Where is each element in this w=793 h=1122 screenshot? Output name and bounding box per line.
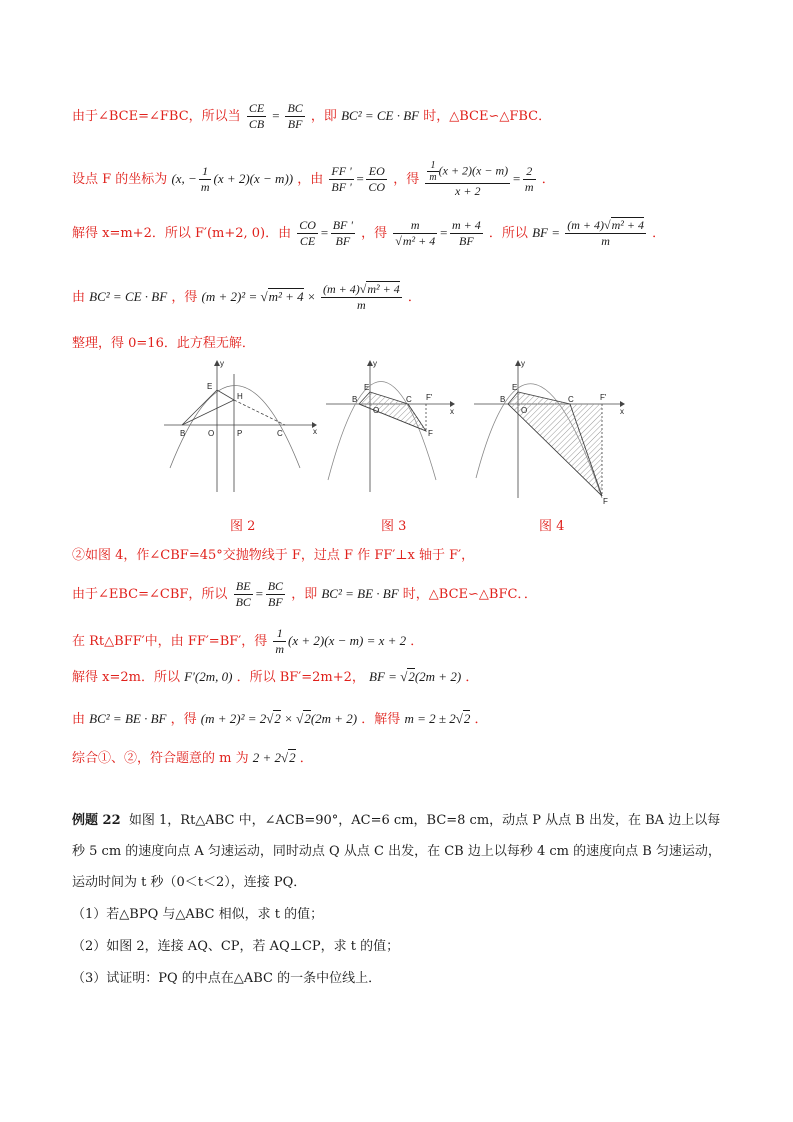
- figure-3: [322, 358, 462, 498]
- math-bc2: BC² = CE · BF: [341, 108, 420, 123]
- fraction-co-ce: $\frac{CO}{CE}$: [299, 218, 316, 248]
- solution-line-2: 设点 F 的坐标为 (x, − $\frac{1}{m}$ (x + 2)(x − m)) ，由 $\frac{FF '}{BF '}$ = $\frac{EO}{CO}$ ，得 $\frac{1}{m}$ (x + 2)(x − m) x + 2 = $\frac{2}{m}$ ．: [72, 160, 555, 198]
- svg-text:y: y: [521, 359, 525, 368]
- figure-4: [470, 358, 630, 508]
- question-1: （1）若△BPQ 与△ABC 相似，求 t 的值；: [72, 907, 324, 922]
- svg-text:B: B: [352, 395, 358, 404]
- svg-text:E: E: [207, 382, 213, 391]
- svg-text:F: F: [603, 497, 608, 506]
- fraction-2-m: $\frac{2}{m}$: [524, 164, 534, 194]
- svg-text:E: E: [364, 383, 370, 392]
- solution-line-3: 解得 x=m+2．所以 F′(m+2, 0)．由 $\frac{CO}{CE}$ = $\frac{BF '}{BF}$ ，得 $\frac{m}{\text{√m² + 4}}$ = $\frac{m + 4}{BF}$ ．所以 BF = $\frac{\text{(m + 4)√m² + 4}}{m}$ ．: [72, 218, 666, 248]
- svg-text:x: x: [313, 427, 317, 436]
- solution-line-9: 解得 x=2m．所以 F′(2m, 0) ．所以 BF′=2m+2， BF = √2(2m + 2) ．: [72, 669, 479, 685]
- svg-text:B: B: [500, 395, 506, 404]
- svg-text:F: F: [428, 429, 433, 438]
- solution-line-4: 由 BC² = CE · BF ，得 (m + 2)² = √m² + 4 × $\frac{\text{(m + 4)√m² + 4}}{m}$ ．: [72, 282, 421, 312]
- svg-text:y: y: [373, 359, 377, 368]
- example-paragraph-line-3: 运动时间为 t 秒（0＜t＜2），连接 PQ．: [72, 875, 307, 890]
- fraction-bf-bf: $\frac{BF '}{BF}$: [332, 218, 353, 248]
- solution-line-6: ②如图 4，作∠CBF=45°交抛物线于 F，过点 F 作 FF′⊥x 轴于 F′，: [72, 548, 475, 563]
- fraction-be-bc: $\frac{BE}{BC}$: [235, 579, 251, 609]
- svg-text:O: O: [373, 406, 380, 415]
- question-2: （2）如图 2，连接 AQ、CP，若 AQ⊥CP，求 t 的值；: [72, 939, 400, 954]
- svg-text:E: E: [512, 383, 518, 392]
- svg-text:H: H: [237, 392, 243, 401]
- fraction-1-m-2: $\frac{1}{m}$: [275, 626, 285, 656]
- figure-2: [160, 358, 320, 498]
- solution-line-11: 综合①、②，符合题意的 m 为 2 + 2√2 ．: [72, 750, 313, 766]
- fraction-bc-bf-2: $\frac{BC}{BF}$: [267, 579, 284, 609]
- fraction-eo-co: $\frac{EO}{CO}$: [368, 164, 386, 194]
- solution-line-7: 由于∠EBC=∠CBF，所以 $\frac{BE}{BC}$ = $\frac{BC}{BF}$ ，即 BC² = BE · BF 时，△BCE∽△BFC．．: [72, 579, 537, 609]
- svg-text:C: C: [568, 395, 574, 404]
- fraction-bc-bf: $\frac{BC}{BF}$: [287, 101, 303, 131]
- figure-3-caption: 图 3: [381, 519, 407, 534]
- solution-line-1: 由于∠BCE=∠FBC，所以当 $\frac{CE}{CB}$ = $\frac{BC}{BF}$ ，即 BC² = CE · BF 时，△BCE∽△FBC．: [72, 101, 552, 131]
- example-paragraph-line-2: 秒 5 cm 的速度向点 A 匀速运动，同时动点 Q 从点 C 出发，在 CB 边上以每秒 4 cm 的速度向点 B 匀速运动，: [72, 844, 721, 859]
- svg-text:O: O: [208, 429, 215, 438]
- svg-text:C: C: [406, 395, 412, 404]
- solution-line-10: 由 BC² = BE · BF ，得 (m + 2)² = 2√2 × √2(2m + 2) ．解得 m = 2 ± 2√2 ．: [72, 711, 488, 727]
- fraction-m-sqrt: $\frac{m}{\text{√m² + 4}}$: [395, 218, 436, 248]
- text: 由于∠BCE=∠FBC，所以当: [72, 109, 241, 124]
- svg-text:F': F': [600, 393, 607, 402]
- fraction-1-m: $\frac{1}{m}$: [200, 164, 210, 194]
- svg-text:P: P: [237, 429, 243, 438]
- fraction-ce-cb: $\frac{CE}{CB}$: [248, 101, 265, 131]
- fraction-ff-bf: $\frac{FF '}{BF '}$: [331, 164, 352, 194]
- svg-text:F': F': [426, 393, 433, 402]
- svg-text:B: B: [180, 429, 186, 438]
- figure-4-caption: 图 4: [539, 519, 565, 534]
- fraction-bf-value: $\frac{\text{(m + 4)√m² + 4}}{m}$: [567, 218, 644, 248]
- svg-text:x: x: [620, 407, 624, 416]
- fraction-compound: $\frac{1}{m}$ (x + 2)(x − m) x + 2: [425, 160, 510, 199]
- solution-line-8: 在 Rt△BFF′中，由 FF′=BF′，得 $\frac{1}{m}$ (x + 2)(x − m) = x + 2 ．: [72, 626, 424, 656]
- example-title: 例题 22: [72, 813, 121, 828]
- svg-text:C: C: [277, 429, 283, 438]
- label-y: y: [220, 359, 224, 368]
- example-paragraph-line-1: 例题 22 如图 1，Rt△ABC 中，∠ACB=90°，AC=6 cm，BC=8 cm，动点 P 从点 B 出发，在 BA 边上以每: [72, 813, 721, 828]
- svg-text:x: x: [450, 407, 454, 416]
- fraction-l4: $\frac{\text{(m + 4)√m² + 4}}{m}$: [322, 282, 400, 312]
- fraction-m4-bf: $\frac{m + 4}{BF}$: [452, 218, 481, 248]
- svg-text:O: O: [521, 406, 528, 415]
- question-3: （3）试证明：PQ 的中点在△ABC 的一条中位线上．: [72, 971, 382, 986]
- figure-2-caption: 图 2: [230, 519, 256, 534]
- solution-line-5: 整理，得 0=16．此方程无解．: [72, 336, 255, 351]
